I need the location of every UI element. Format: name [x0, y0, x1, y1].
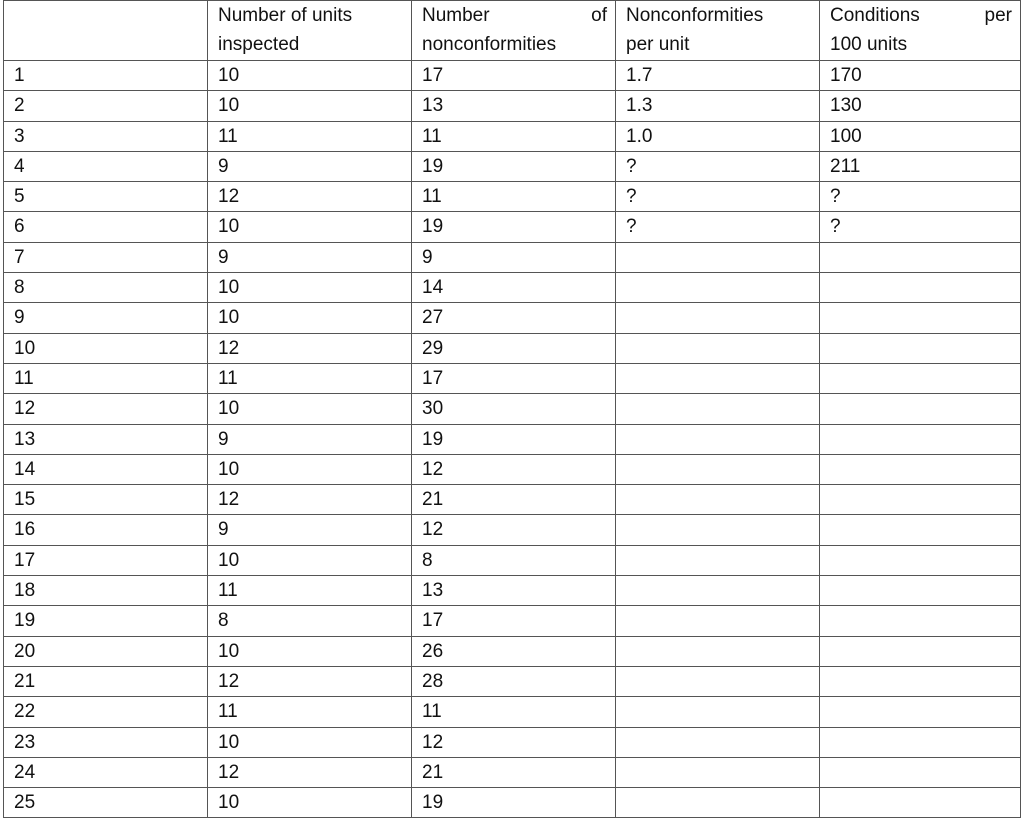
- cell-nonconformities-per-unit: [616, 485, 820, 515]
- cell-units-inspected: 10: [208, 61, 412, 91]
- table-row: [4, 182, 1021, 212]
- cell-nonconformities: 27: [412, 303, 616, 333]
- header-conditions-per-100: [820, 1, 1021, 61]
- cell-units-inspected: 11: [208, 121, 412, 151]
- header-conditions-word1: Conditions: [830, 5, 920, 26]
- cell-units-inspected: 12: [208, 485, 412, 515]
- cell-conditions-per-100-units: [820, 242, 1021, 272]
- cell-units-inspected: 9: [208, 151, 412, 181]
- cell-sample-number: 6: [4, 212, 208, 242]
- table-row: [4, 545, 1021, 575]
- cell-nonconformities: 21: [412, 485, 616, 515]
- cell-units-inspected: 12: [208, 182, 412, 212]
- table-row: [4, 363, 1021, 393]
- cell-conditions-per-100-units: [820, 757, 1021, 787]
- header-nonconformities-per-unit: [616, 1, 820, 61]
- table-row: [4, 242, 1021, 272]
- cell-nonconformities-per-unit: [616, 606, 820, 636]
- header-conditions-word2: per: [984, 5, 1012, 26]
- cell-units-inspected: 10: [208, 91, 412, 121]
- header-sample: [4, 1, 208, 61]
- cell-nonconformities-per-unit: 1.0: [616, 121, 820, 151]
- cell-sample-number: 3: [4, 121, 208, 151]
- table-row: [4, 576, 1021, 606]
- table-row: [4, 424, 1021, 454]
- cell-conditions-per-100-units: [820, 788, 1021, 818]
- cell-nonconformities-per-unit: [616, 636, 820, 666]
- cell-nonconformities: 21: [412, 757, 616, 787]
- cell-units-inspected: 12: [208, 333, 412, 363]
- cell-conditions-per-100-units: [820, 606, 1021, 636]
- table-row: [4, 61, 1021, 91]
- cell-conditions-per-100-units: [820, 333, 1021, 363]
- cell-conditions-per-100-units: [820, 515, 1021, 545]
- cell-nonconformities: 26: [412, 636, 616, 666]
- cell-nonconformities: 17: [412, 363, 616, 393]
- header-nonconformities: [412, 1, 616, 61]
- header-nonconformities-line2: nonconformities: [422, 34, 557, 55]
- cell-sample-number: 1: [4, 61, 208, 91]
- table-row: [4, 303, 1021, 333]
- cell-sample-number: 20: [4, 636, 208, 666]
- table-row: [4, 273, 1021, 303]
- cell-nonconformities: 29: [412, 333, 616, 363]
- cell-nonconformities: 13: [412, 576, 616, 606]
- cell-nonconformities: 11: [412, 182, 616, 212]
- cell-units-inspected: 9: [208, 515, 412, 545]
- cell-conditions-per-100-units: ?: [820, 212, 1021, 242]
- cell-units-inspected: 11: [208, 576, 412, 606]
- cell-conditions-per-100-units: 211: [820, 151, 1021, 181]
- cell-units-inspected: 12: [208, 666, 412, 696]
- cell-units-inspected: 10: [208, 273, 412, 303]
- cell-nonconformities-per-unit: 1.3: [616, 91, 820, 121]
- cell-sample-number: 2: [4, 91, 208, 121]
- header-nonconformities-word1: Number: [422, 5, 490, 26]
- cell-nonconformities: 28: [412, 666, 616, 696]
- cell-sample-number: 12: [4, 394, 208, 424]
- inspection-table: [3, 0, 1021, 818]
- cell-units-inspected: 10: [208, 545, 412, 575]
- cell-nonconformities: 12: [412, 454, 616, 484]
- cell-nonconformities-per-unit: [616, 242, 820, 272]
- cell-nonconformities: 11: [412, 697, 616, 727]
- cell-conditions-per-100-units: [820, 545, 1021, 575]
- table-row: [4, 121, 1021, 151]
- cell-sample-number: 15: [4, 485, 208, 515]
- cell-units-inspected: 10: [208, 727, 412, 757]
- table-row: [4, 666, 1021, 696]
- cell-nonconformities-per-unit: [616, 757, 820, 787]
- header-per-unit-line2: per unit: [626, 34, 690, 55]
- cell-nonconformities: 12: [412, 727, 616, 757]
- cell-nonconformities: 30: [412, 394, 616, 424]
- cell-nonconformities-per-unit: [616, 273, 820, 303]
- cell-nonconformities-per-unit: ?: [616, 151, 820, 181]
- cell-nonconformities: 19: [412, 424, 616, 454]
- cell-nonconformities: 14: [412, 273, 616, 303]
- cell-sample-number: 19: [4, 606, 208, 636]
- cell-sample-number: 22: [4, 697, 208, 727]
- table-row: [4, 697, 1021, 727]
- cell-conditions-per-100-units: [820, 636, 1021, 666]
- cell-sample-number: 24: [4, 757, 208, 787]
- cell-sample-number: 14: [4, 454, 208, 484]
- cell-nonconformities-per-unit: [616, 394, 820, 424]
- header-units-inspected-line1: Number of units: [218, 5, 353, 26]
- cell-conditions-per-100-units: [820, 727, 1021, 757]
- cell-conditions-per-100-units: [820, 424, 1021, 454]
- cell-units-inspected: 9: [208, 424, 412, 454]
- cell-sample-number: 18: [4, 576, 208, 606]
- table-row: [4, 606, 1021, 636]
- header-nonconformities-word2: of: [591, 5, 607, 26]
- cell-nonconformities-per-unit: [616, 545, 820, 575]
- cell-nonconformities-per-unit: [616, 727, 820, 757]
- cell-units-inspected: 10: [208, 636, 412, 666]
- cell-nonconformities-per-unit: [616, 666, 820, 696]
- cell-nonconformities: 12: [412, 515, 616, 545]
- table-row: [4, 636, 1021, 666]
- table-body: [4, 61, 1021, 818]
- cell-conditions-per-100-units: 130: [820, 91, 1021, 121]
- cell-nonconformities-per-unit: [616, 515, 820, 545]
- table-row: [4, 757, 1021, 787]
- cell-sample-number: 9: [4, 303, 208, 333]
- cell-sample-number: 23: [4, 727, 208, 757]
- table-row: [4, 515, 1021, 545]
- header-units-inspected: [208, 1, 412, 61]
- header-per-unit-line1: Nonconformities: [626, 5, 764, 26]
- cell-sample-number: 21: [4, 666, 208, 696]
- table-row: [4, 394, 1021, 424]
- table-row: [4, 788, 1021, 818]
- cell-conditions-per-100-units: [820, 666, 1021, 696]
- cell-nonconformities: 19: [412, 788, 616, 818]
- cell-sample-number: 10: [4, 333, 208, 363]
- cell-conditions-per-100-units: ?: [820, 182, 1021, 212]
- cell-nonconformities-per-unit: [616, 424, 820, 454]
- cell-nonconformities-per-unit: 1.7: [616, 61, 820, 91]
- cell-units-inspected: 10: [208, 788, 412, 818]
- header-nonconformities-line1: [422, 1, 615, 30]
- header-conditions-line1: [830, 1, 1020, 30]
- cell-conditions-per-100-units: 100: [820, 121, 1021, 151]
- cell-conditions-per-100-units: [820, 576, 1021, 606]
- data-table-container: [3, 0, 1021, 818]
- cell-conditions-per-100-units: [820, 303, 1021, 333]
- cell-nonconformities: 17: [412, 61, 616, 91]
- cell-conditions-per-100-units: 170: [820, 61, 1021, 91]
- table-row: [4, 485, 1021, 515]
- cell-nonconformities-per-unit: [616, 333, 820, 363]
- cell-nonconformities-per-unit: [616, 576, 820, 606]
- cell-nonconformities-per-unit: ?: [616, 212, 820, 242]
- cell-sample-number: 17: [4, 545, 208, 575]
- cell-units-inspected: 11: [208, 697, 412, 727]
- table-row: [4, 212, 1021, 242]
- table-row: [4, 151, 1021, 181]
- cell-nonconformities: 8: [412, 545, 616, 575]
- cell-conditions-per-100-units: [820, 485, 1021, 515]
- cell-nonconformities: 11: [412, 121, 616, 151]
- cell-sample-number: 8: [4, 273, 208, 303]
- cell-sample-number: 16: [4, 515, 208, 545]
- table-row: [4, 727, 1021, 757]
- cell-units-inspected: 8: [208, 606, 412, 636]
- cell-nonconformities: 19: [412, 151, 616, 181]
- cell-nonconformities: 19: [412, 212, 616, 242]
- cell-nonconformities: 17: [412, 606, 616, 636]
- cell-nonconformities-per-unit: [616, 454, 820, 484]
- cell-conditions-per-100-units: [820, 273, 1021, 303]
- cell-nonconformities: 13: [412, 91, 616, 121]
- cell-units-inspected: 10: [208, 394, 412, 424]
- header-row: [4, 1, 1021, 61]
- cell-sample-number: 5: [4, 182, 208, 212]
- cell-units-inspected: 10: [208, 303, 412, 333]
- cell-units-inspected: 10: [208, 454, 412, 484]
- cell-conditions-per-100-units: [820, 394, 1021, 424]
- cell-sample-number: 13: [4, 424, 208, 454]
- table-row: [4, 91, 1021, 121]
- cell-nonconformities-per-unit: [616, 303, 820, 333]
- cell-nonconformities-per-unit: [616, 363, 820, 393]
- cell-nonconformities-per-unit: [616, 788, 820, 818]
- cell-conditions-per-100-units: [820, 454, 1021, 484]
- cell-units-inspected: 10: [208, 212, 412, 242]
- header-units-inspected-line2: inspected: [218, 34, 300, 55]
- cell-sample-number: 7: [4, 242, 208, 272]
- cell-nonconformities-per-unit: [616, 697, 820, 727]
- cell-conditions-per-100-units: [820, 697, 1021, 727]
- cell-sample-number: 4: [4, 151, 208, 181]
- cell-nonconformities-per-unit: ?: [616, 182, 820, 212]
- table-row: [4, 454, 1021, 484]
- cell-units-inspected: 9: [208, 242, 412, 272]
- cell-units-inspected: 11: [208, 363, 412, 393]
- header-conditions-line2: 100 units: [830, 34, 908, 55]
- cell-sample-number: 25: [4, 788, 208, 818]
- cell-units-inspected: 12: [208, 757, 412, 787]
- cell-sample-number: 11: [4, 363, 208, 393]
- cell-conditions-per-100-units: [820, 363, 1021, 393]
- table-row: [4, 333, 1021, 363]
- cell-nonconformities: 9: [412, 242, 616, 272]
